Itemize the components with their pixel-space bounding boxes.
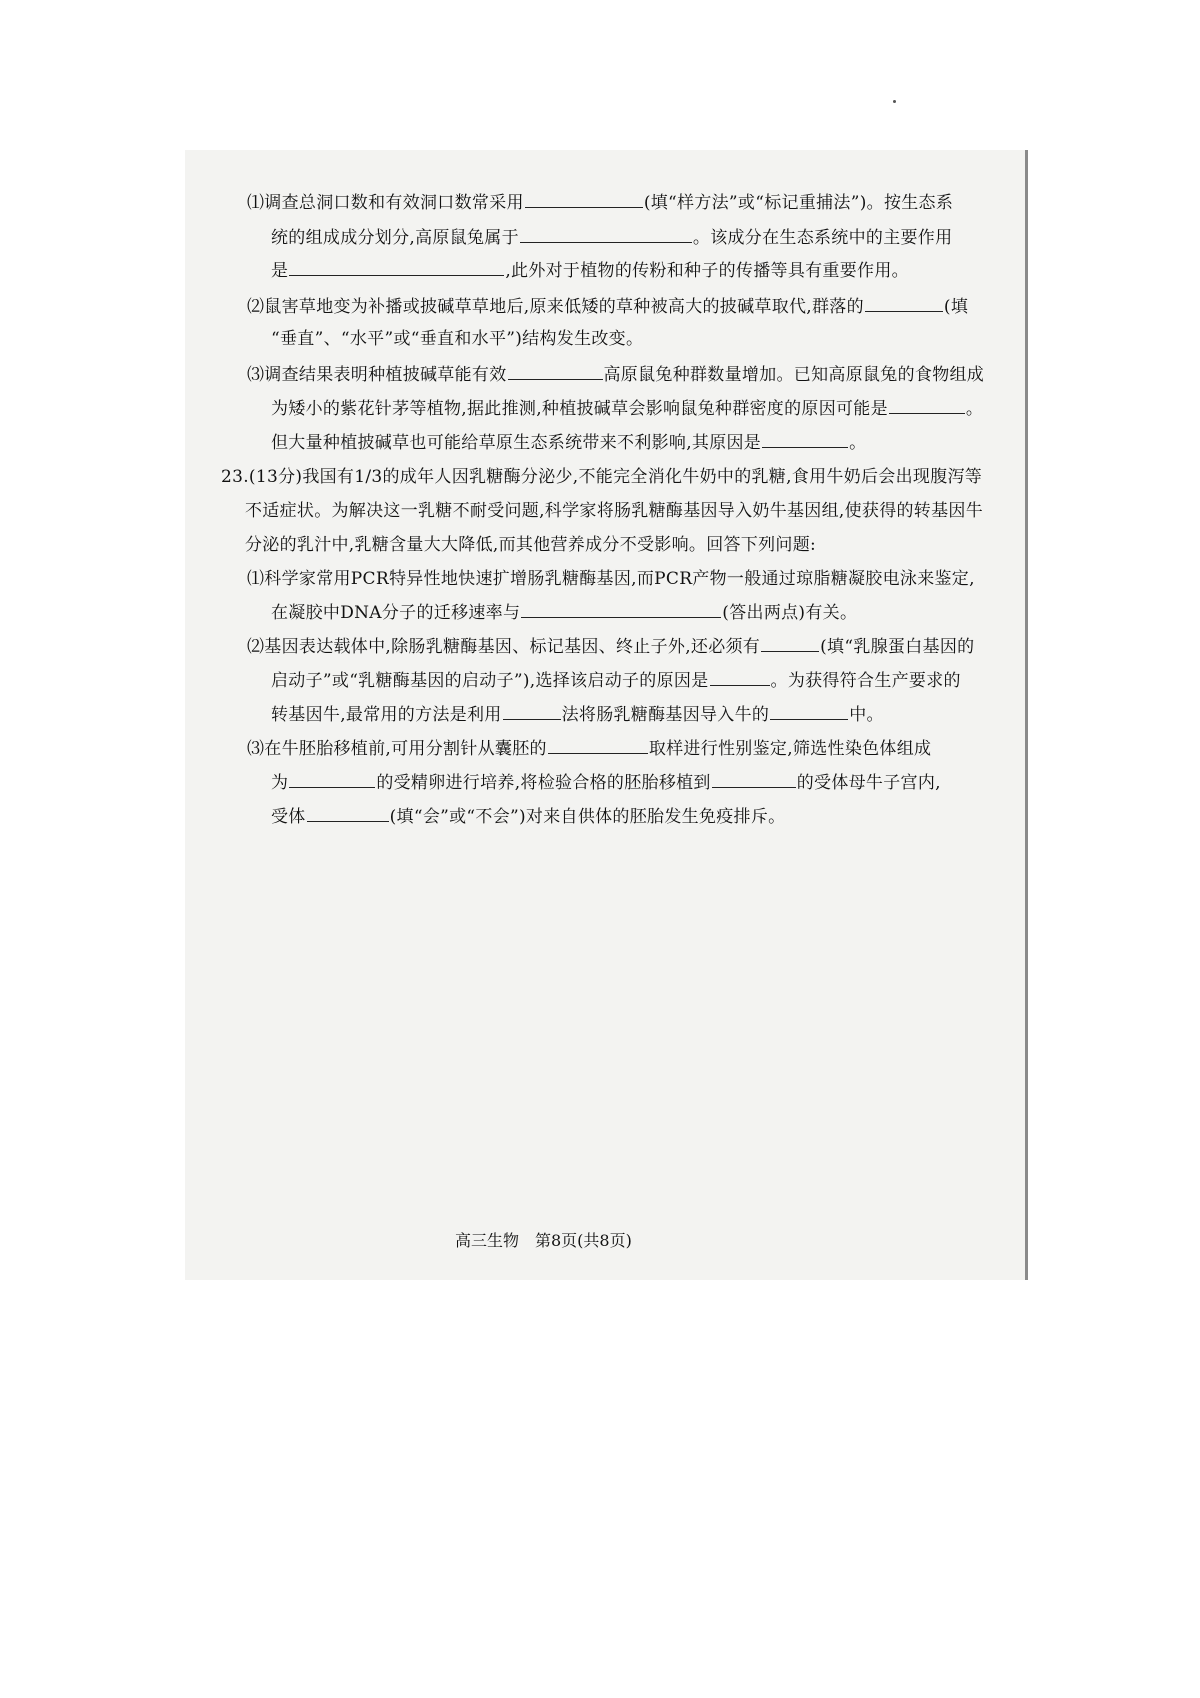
q23-3-line: 受体 (填“会”或“不会”)对来自供体的胚胎发生免疫排斥。 [271, 807, 786, 827]
answer-blank[interactable] [521, 602, 721, 618]
q1-line: 是 ,此外对于植物的传粉和种子的传播等具有重要作用。 [271, 261, 909, 281]
answer-blank[interactable] [520, 227, 692, 243]
answer-blank[interactable] [865, 296, 943, 312]
answer-blank[interactable] [548, 738, 648, 754]
answer-blank[interactable] [503, 704, 561, 720]
answer-blank[interactable] [889, 398, 965, 414]
q2-line: “垂直”、“水平”或“垂直和水平”)结构发生改变。 [271, 329, 644, 349]
page-footer: 高三生物 第8页(共8页) [455, 1231, 632, 1250]
q23-intro: 不适症状。为解决这一乳糖不耐受问题,科学家将肠乳糖酶基因导入奶牛基因组,使获得的转基因牛 [245, 501, 984, 521]
answer-blank[interactable] [712, 772, 796, 788]
exam-page [185, 150, 1028, 1280]
answer-blank[interactable] [289, 260, 504, 276]
answer-blank[interactable] [525, 192, 643, 208]
answer-blank[interactable] [307, 806, 389, 822]
q23-2-line: 启动子”或“乳糖酶基因的启动子”),选择该启动子的原因是 。为获得符合生产要求的 [271, 671, 961, 691]
q3-line: 但大量种植披碱草也可能给草原生态系统带来不利影响,其原因是 。 [271, 433, 867, 453]
answer-blank[interactable] [710, 670, 770, 686]
q23-2-line: ⑵基因表达载体中,除肠乳糖酶基因、标记基因、终止子外,还必须有 (填“乳腺蛋白基因的 [247, 637, 975, 657]
q23-1-line: 在凝胶中DNA分子的迁移速率与 (答出两点)有关。 [271, 603, 858, 623]
q23-2-line: 转基因牛,最常用的方法是利用 法将肠乳糖酶基因导入牛的 中。 [271, 705, 884, 725]
q23-3-line: ⑶在牛胚胎移植前,可用分割针从囊胚的 取样进行性别鉴定,筛选性染色体组成 [247, 739, 932, 759]
q23-intro: 分泌的乳汁中,乳糖含量大大降低,而其他营养成分不受影响。回答下列问题: [245, 535, 817, 555]
answer-blank[interactable] [508, 364, 603, 380]
q3-line: 为矮小的紫花针茅等植物,据此推测,种植披碱草会影响鼠兔种群密度的原因可能是 。 [271, 399, 984, 419]
answer-blank[interactable] [761, 636, 819, 652]
q1-line: 统的组成成分划分,高原鼠兔属于 。该成分在生态系统中的主要作用 [271, 228, 953, 248]
answer-blank[interactable] [770, 704, 848, 720]
q23-1-line: ⑴科学家常用PCR特异性地快速扩增肠乳糖酶基因,而PCR产物一般通过琼脂糖凝胶电泳来鉴定, [247, 569, 975, 589]
answer-blank[interactable] [289, 772, 375, 788]
scan-speck [893, 100, 896, 103]
q3-line: ⑶调查结果表明种植披碱草能有效 高原鼠兔种群数量增加。已知高原鼠兔的食物组成 [247, 365, 985, 385]
q23-3-line: 为 的受精卵进行培养,将检验合格的胚胎移植到 的受体母牛子宫内, [271, 773, 941, 793]
q23-intro: 23.(13分)我国有1/3的成年人因乳糖酶分泌少,不能完全消化牛奶中的乳糖,食用牛奶后会出现腹泻等 [221, 467, 983, 487]
answer-blank[interactable] [762, 432, 848, 448]
q1-line: ⑴调查总洞口数和有效洞口数常采用 (填“样方法”或“标记重捕法”)。按生态系 [247, 193, 954, 213]
q2-line: ⑵鼠害草地变为补播或披碱草草地后,原来低矮的草种被高大的披碱草取代,群落的 (填 [247, 297, 969, 317]
